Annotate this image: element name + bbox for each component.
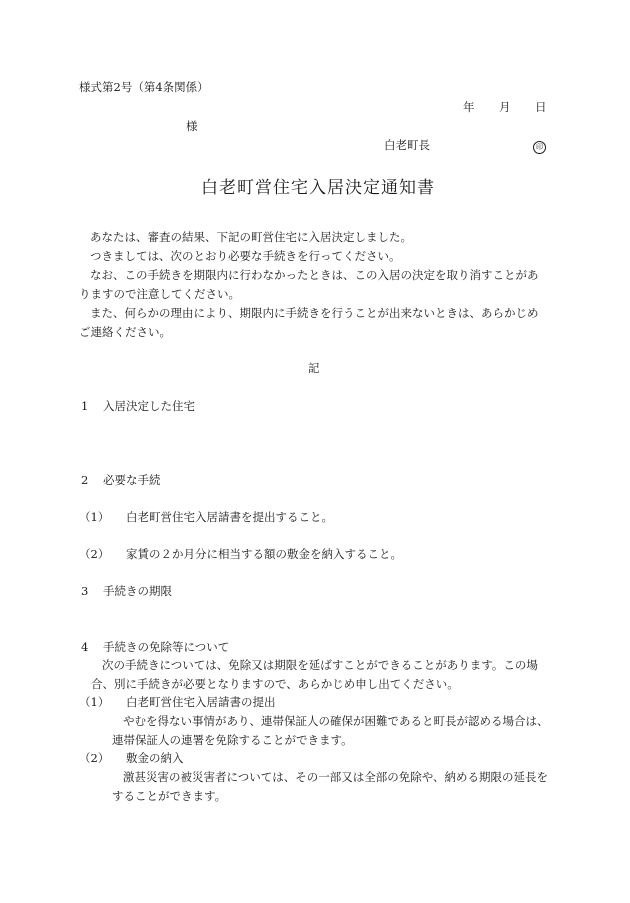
section-1-number: 1	[81, 399, 89, 413]
section-4-intro: 次の手続きについては、免除又は期限を延ばすことができることがあります。この場合、別に手続きが必要となりますので、あらかじめ申し出てください。	[91, 658, 538, 691]
document-title: 白老町営住宅入居決定通知書	[201, 178, 435, 198]
intro-paragraph-1: あなたは、審査の結果、下記の町営住宅に入居決定しました。	[90, 230, 412, 244]
section-1-title: 入居決定した住宅	[103, 399, 195, 413]
date-month-label: 月	[499, 100, 511, 114]
section-4-item-1-number: （1）	[79, 695, 110, 709]
intro-paragraph-4: また、何らかの理由により、期限内に手続きを行うことが出来ないときは、あらかじめご連絡ください。	[79, 306, 539, 339]
section-4-item-2-text: 激甚災害の被災害者については、その一部又は全部の免除や、納める期限の延長をすることができます。	[112, 770, 549, 803]
section-3-number: 3	[81, 584, 89, 598]
intro-body	[79, 228, 549, 342]
section-2-item-1-text: 白老町営住宅入居請書を提出すること。	[126, 510, 333, 524]
addressee-suffix: 様	[186, 119, 198, 133]
section-4-item-2-title: 敷金の納入	[126, 751, 184, 765]
intro-paragraph-3: なお、この手続きを期限内に行わなかったときは、この入居の決定を取り消すことがありますので注意してください。	[79, 268, 539, 301]
section-4-title: 手続きの免除等について	[103, 640, 230, 654]
section-2-title: 必要な手続	[103, 473, 161, 487]
section-2-number: 2	[81, 473, 89, 487]
date-year-label: 年	[463, 100, 475, 114]
section-2-item-1-number: （1）	[79, 510, 110, 524]
section-4-item-2-number: （2）	[79, 751, 110, 765]
intro-paragraph-2: つきましては、次のとおり必要な手続きを行ってください。	[90, 249, 401, 263]
section-3-title: 手続きの期限	[103, 584, 172, 598]
seal-mark	[533, 138, 546, 154]
seal-icon: 印	[533, 141, 546, 154]
issuer-name: 白老町長	[384, 138, 430, 152]
section-2-item-2-number: （2）	[79, 547, 110, 561]
ki-heading: 記	[308, 361, 320, 375]
section-2-item-2-text: 家賃の２か月分に相当する額の敷金を納入すること。	[126, 547, 402, 561]
form-number: 様式第2号（第4条関係）	[79, 80, 209, 94]
section-4-item-1-text: やむを得ない事情があり、連帯保証人の確保が困難であると町長が認める場合は、連帯保証人の連署を免除することができます。	[112, 714, 549, 747]
section-4-item-1-title: 白老町営住宅入居請書の提出	[126, 695, 276, 709]
section-4-number: 4	[81, 640, 89, 654]
date-day-label: 日	[535, 100, 547, 114]
